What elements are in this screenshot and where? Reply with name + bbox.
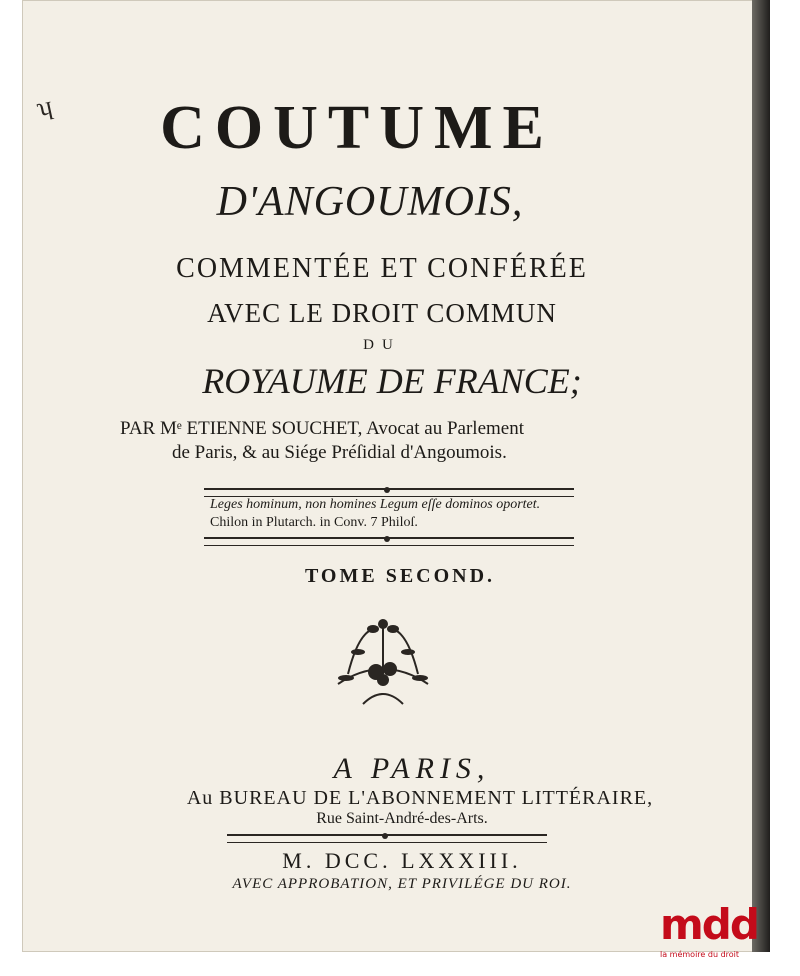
title-line-4: ROYAUME DE FRANCE; — [202, 361, 582, 401]
ornamental-rule-top — [204, 488, 574, 497]
rule-ornament — [384, 536, 390, 542]
volume-label: TOME SECOND. — [304, 565, 496, 587]
ornamental-rule-bottom — [204, 537, 574, 546]
title-line-2: AVEC LE DROIT COMMUN — [207, 298, 557, 328]
book-spine-edge — [752, 0, 770, 952]
title-subtitle: D'ANGOUMOIS, — [216, 179, 524, 225]
title-main: COUTUME — [160, 94, 554, 162]
watermark-logo — [660, 900, 770, 968]
imprint-privilege: AVEC APPROBATION, ET PRIVILÉGE DU ROI. — [232, 876, 572, 892]
rule-ornament — [384, 487, 390, 493]
watermark-tagline: la mémoire du droit — [660, 950, 740, 959]
watermark-brand: mdd — [660, 900, 758, 949]
book-title-page — [22, 0, 770, 952]
imprint-street: Rue Saint-André-des-Arts. — [316, 810, 488, 827]
rule-ornament — [382, 833, 388, 839]
imprint-place: A PARIS, — [333, 752, 491, 785]
title-line-3: DU — [363, 337, 401, 353]
ornamental-rule-imprint — [227, 834, 547, 843]
imprint-publisher: Au BUREAU DE L'ABONNEMENT LITTÉRAIRE, — [186, 787, 654, 809]
title-line-1: COMMENTÉE ET CONFÉRÉE — [176, 253, 588, 284]
marginal-annotation: ʮ — [33, 90, 55, 123]
epigraph-source: Chilon in Plutarch. in Conv. 7 Philoſ. — [210, 515, 418, 530]
imprint-date: M. DCC. LXXXIII. — [282, 848, 522, 873]
author-line-2: de Paris, & au Siége Préſidial d'Angoumois. — [172, 442, 507, 463]
epigraph-quote: Leges hominum, non homines Legum eſſe dominos oportet. — [210, 497, 541, 512]
author-line-1: PAR Mᵉ ETIENNE SOUCHET, Avocat au Parlement — [120, 418, 525, 439]
floral-vignette-icon — [318, 614, 448, 724]
